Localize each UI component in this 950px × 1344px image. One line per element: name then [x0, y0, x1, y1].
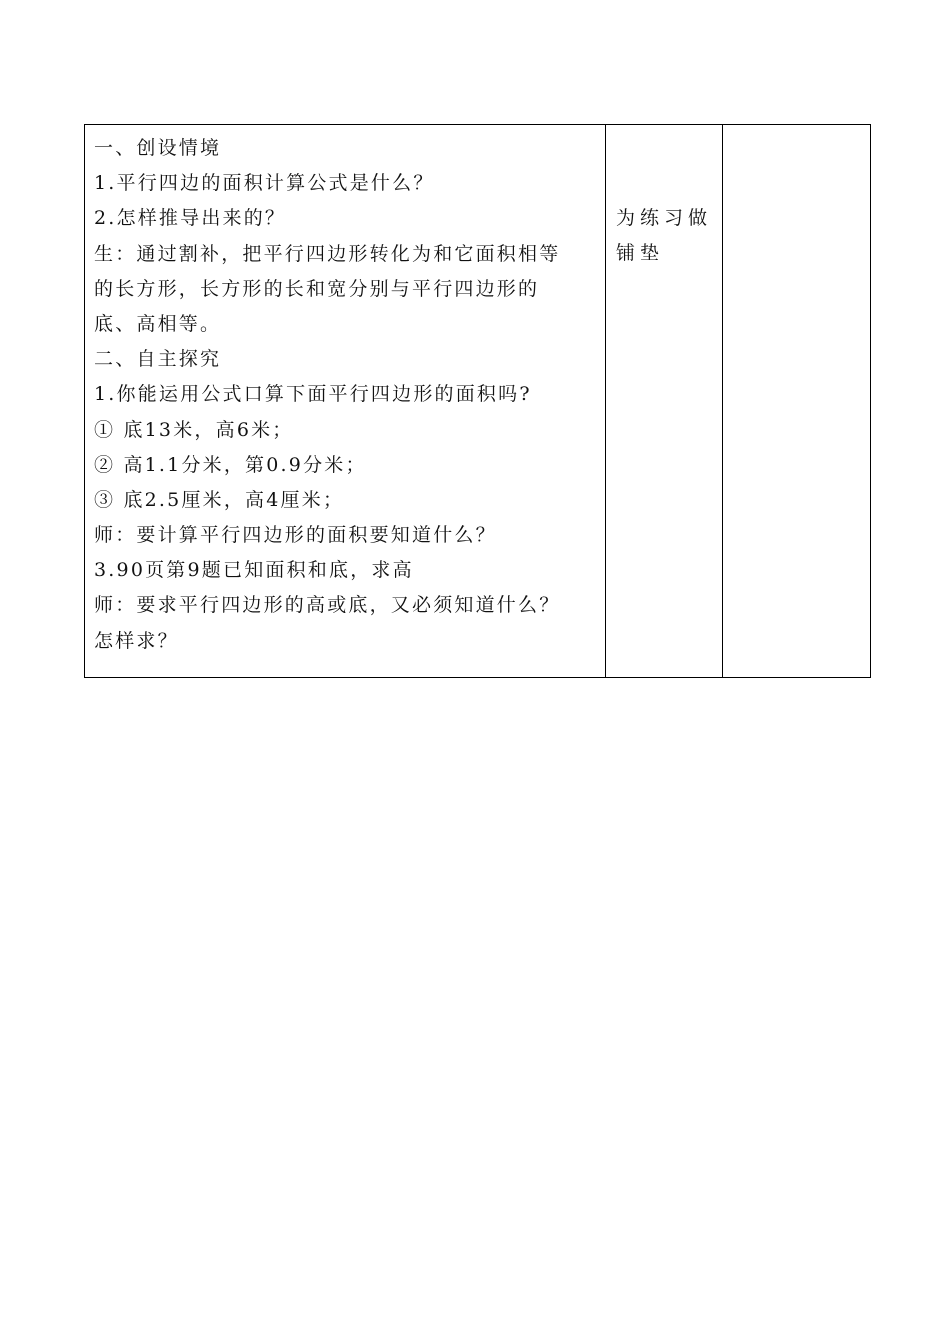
answer-line: 生：通过割补，把平行四边形转化为和它面积相等 — [94, 242, 561, 265]
question-line: 1.平行四边的面积计算公式是什么？ — [94, 172, 435, 195]
exercise-item: ③ 底2.5厘米，高4厘米； — [94, 488, 345, 511]
question-line: 2.怎样推导出来的？ — [94, 207, 287, 230]
design-intent-cell — [606, 125, 723, 677]
exercise-item: ① 底13米，高6米； — [94, 418, 294, 441]
teacher-line: 师：要求平行四边形的高或底，又必须知道什么？ — [94, 594, 561, 617]
answer-line: 底、高相等。 — [94, 312, 222, 335]
question-line: 3.90页第9题已知面积和底，求高 — [94, 559, 414, 582]
exercise-item: ② 高1.1分米，第0.9分米； — [94, 453, 367, 476]
question-line: 1.你能运用公式口算下面平行四边形的面积吗? — [94, 383, 532, 406]
answer-line: 的长方形，长方形的长和宽分别与平行四边形的 — [94, 277, 540, 300]
note-line: 为练习做 — [616, 207, 713, 229]
empty-cell — [723, 125, 870, 677]
teaching-process-cell — [85, 125, 606, 677]
teacher-line: 师：要计算平行四边形的面积要知道什么？ — [94, 524, 497, 547]
teacher-line: 怎样求？ — [94, 629, 179, 652]
section-heading: 一、创设情境 — [94, 137, 222, 159]
section-heading: 二、自主探究 — [94, 348, 222, 371]
note-line: 铺垫 — [616, 242, 665, 264]
lesson-table — [84, 124, 871, 678]
